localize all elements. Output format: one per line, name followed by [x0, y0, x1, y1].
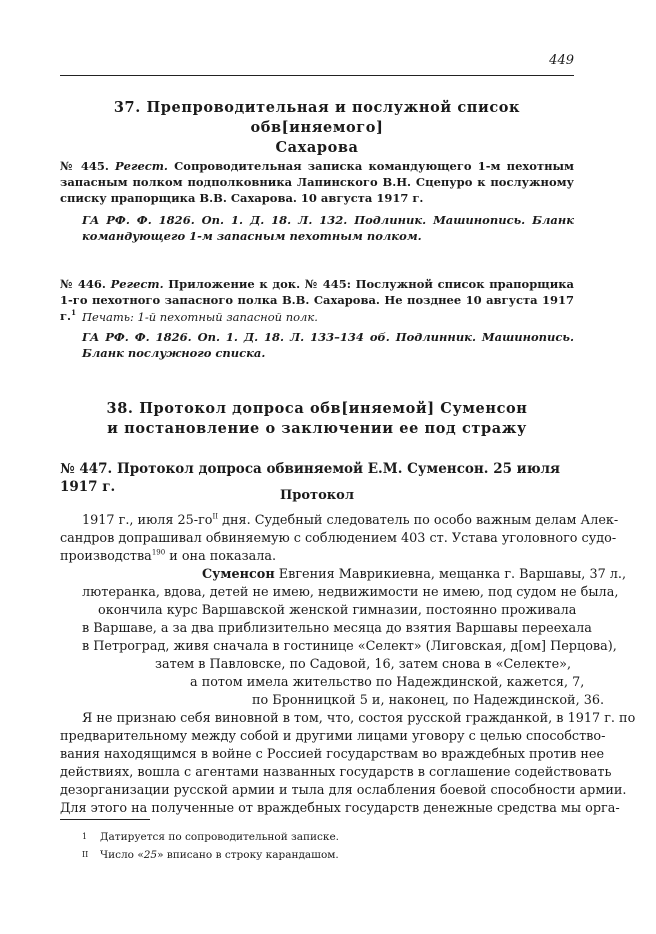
section-37-title: 37. Препроводительная и послужной список обв[иняемого] Сахарова: [113, 99, 521, 156]
body-line: лютеранка, вдова, детей не имею, недвижимости не имею, под судом не была,: [82, 585, 619, 600]
body-line: в Варшаве, а за два приблизительно месяца до взятия Варшавы переехала: [82, 621, 592, 636]
header-rule: [60, 75, 574, 76]
footnote-1: 1 Датируется по сопроводительной записке.: [82, 831, 340, 843]
body-line: производства$^{190}$ и она показала.: [60, 548, 277, 564]
doc-447-subheading: Протокол: [280, 488, 354, 503]
section-38-title: 38. Протокол допроса обв[иняемой] Суменсон и постановление о заключении ее под стражу: [106, 400, 528, 437]
footnote-ref-1: 1: [71, 308, 76, 318]
body-line: предварительному между собой и другими лицами уговору с целью способство-: [60, 729, 606, 744]
doc-445-archive: ГА РФ. Ф. 1826. Оп. 1. Д. 18. Л. 132. Подлиник. Машинопись. Бланк командующего 1-м запасным пехотным полком.: [82, 213, 574, 243]
body-line: Суменсон Евгения Маврикиевна, мещанка г. Варшавы, 37 л.,: [202, 567, 627, 582]
body-line: Я не признаю себя виновной в том, что, состоя русской гражданкой, в 1917 г. по: [82, 711, 636, 726]
body-line: затем в Павловске, по Садовой, 16, затем снова в «Селекте»,: [155, 657, 572, 672]
body-line: сандров допрашивал обвиняемую с соблюдением 403 ст. Устава уголовного судо-: [60, 531, 617, 546]
doc-447-heading: № 447. Протокол допроса обвиняемой Е.М. Суменсон. 25 июля 1917 г.: [60, 461, 561, 495]
body-line: окончила курс Варшавской женской гимназии, постоянно проживала: [98, 603, 577, 618]
doc-446-summary: № 446. Регест. Приложение к док. № 445: Послужной список прапорщика 1-го пехотного запасного полка В.В. Сахарова. Не позднее 10 августа 1917 г.$^1$: [60, 277, 575, 323]
body-line: 1917 г., июля $25-го^{II}$ дня. Судебный следователь по особо важным делам Алек-: [82, 512, 619, 528]
body-line: Для этого на полученные от враждебных государств денежные средства мы орга-: [60, 801, 620, 816]
body-line: вания находящимся в войне с Россией государствам во враждебных против нее: [60, 747, 605, 762]
page-number: 449: [549, 53, 574, 68]
doc-445-summary: № 445. Регест. Сопроводительная записка командующего 1-м пехотным запасным полком подполковника Лапинского В.Н. Сцепуро к послужному списку прапорщика В.В. Сахарова. 10 августа 1917 г.: [60, 159, 575, 205]
body-line: а потом имела жительство по Надеждинской, кажется, 7,: [190, 675, 585, 690]
doc-446-seal: Печать: 1-й пехотный запасной полк.: [82, 310, 318, 324]
body-line: по Бронницкой 5 и, наконец, по Надеждинской, 36.: [252, 693, 605, 708]
footnote-rule: [60, 819, 150, 820]
body-line: действиях, вошла с агентами названных государств в соглашение содействовать: [60, 765, 612, 780]
body-line: дезорганизации русской армии и тыла для ослабления боевой способности армии.: [60, 783, 627, 798]
body-line: в Петроград, живя сначала в гостинице «Селект» (Лиговская, д[ом] Перцова),: [82, 639, 617, 654]
footnote-2: II Число «25» вписано в строку карандашом.: [82, 849, 339, 861]
doc-446-archive: ГА РФ. Ф. 1826. Оп. 1. Д. 18. Л. 133–134 об. Подлинник. Машинопись. Бланк послужного списка.: [82, 330, 574, 360]
